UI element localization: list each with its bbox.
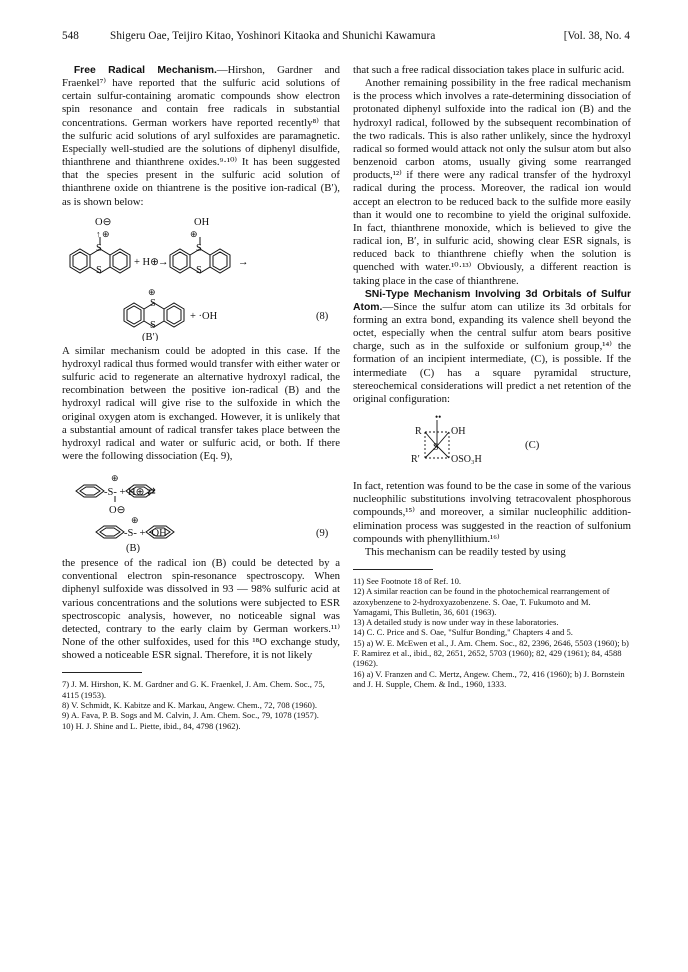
paragraph-retention: In fact, retention was found to be the case in some of the various nucleophilic substitutions involving tetracovalent phosphorous compounds,¹⁵⁾ and moreover, a similar nucleophilic addition-elimination process was suggested in the reaction of sulfonium compounds with phenyllithium.¹⁶⁾ — [353, 480, 631, 545]
footnote-divider — [353, 569, 433, 570]
plus-h-label: + H⊕ — [134, 256, 159, 268]
s-atom-label: S — [150, 319, 156, 331]
s-atom-label: S — [196, 264, 202, 276]
footnote-15: 15) a) W. E. McEwen et al., J. Am. Chem. Soc., 82, 2396, 2646, 5503 (1960); b) F. Ramirez et al., ibid., 82, 2651, 2652, 5703 (1960); 82, 429 (1961); 84, 4588 (1962). — [353, 637, 629, 669]
equation-number-8: (8) — [316, 310, 329, 322]
thianthrene-oxide-structure — [62, 215, 340, 341]
footnote-11: 11) See Footnote 18 of Ref. 10. — [353, 576, 462, 586]
paragraph-similar-mechanism: A similar mechanism could be adopted in this case. If the hydroxyl radical thus formed would transfer with either water or sulfuric acid to regenerate an alternative hydroxyl radical, the recombination between the positive ion-radical (B) and the hydroxyl radical will give rise to the sulfoxide in which the original oxygen atom is exchanged. However, it is unlikely that a substantial amount of radical transfer takes place between the hydroxyl radical and water or sulfuric acid, or both. If there were the following dissociation (Eq. 9), — [62, 344, 340, 462]
r-prime-label: R′ — [411, 454, 420, 466]
equation-number-9: (9) — [316, 528, 329, 540]
intermediate-c-scheme — [353, 412, 631, 476]
r-group-label: R — [415, 426, 422, 438]
compound-label-b-prime: (B′) — [142, 331, 159, 341]
s-atom-label: S — [433, 442, 439, 454]
intermediate-label-c: (C) — [525, 439, 540, 452]
journal-volume: [Vol. 38, No. 4 — [563, 30, 630, 42]
paragraph-text: —Hirshon, Gardner and Fraenkel⁷⁾ have reported that the sulfuric acid solutions of certain sulfur-containing aromatic compounds show electron spin resonance and contain free radicals in substantial concentrations. German workers have reported recently⁸⁾ that the sulfuric acid solutions of aryl sulfoxides are paramagnetic. Especially well-studied are the solutions of diphenyl disulfide, thianthrene and thianthrene oxides.⁹·¹⁰⁾ It has been suggested that the species present in the sulfuric acid solution of thianthrene oxide on thiantrene is the positive ion-radical (B′), as is shown below: — [62, 64, 340, 208]
reaction-arrow: → — [158, 256, 169, 268]
sulfoxide-dissociation-structure — [62, 469, 340, 553]
footnote-7: 7) J. M. Hirshon, K. M. Gardner and G. K. Fraenkel, J. Am. Chem. Soc., 75, 4115 (1953). — [62, 679, 325, 700]
o-minus-label: O⊖ — [95, 216, 112, 228]
footnote-16: 16) a) V. Franzen and C. Mertz, Angew. Chem., 72, 416 (1960); b) J. Bornstein and J. H. Supple, Chem. & Ind., 1960, 1333. — [353, 668, 625, 689]
svg-text:⊕: ⊕ — [102, 228, 110, 239]
reaction-scheme-9 — [62, 469, 340, 553]
footnote-14: 14) C. C. Price and S. Oae, "Sulfur Bonding," Chapters 4 and 5. — [353, 627, 573, 638]
section-heading-free-radical: Free Radical Mechanism. — [73, 65, 217, 76]
oso3h-label: OSO₃H — [451, 454, 482, 466]
s-atom-label: S — [196, 242, 202, 254]
radical-ion-center: -S- + ·OH — [124, 528, 167, 540]
square-pyramidal-intermediate — [353, 412, 631, 476]
running-header — [62, 30, 630, 46]
paragraph-tested: This mechanism can be readily tested by using — [364, 545, 566, 558]
paragraph-free-radical — [62, 64, 340, 209]
svg-text:••: •• — [435, 412, 442, 423]
svg-text:↑: ↑ — [96, 228, 101, 239]
footnote-divider — [62, 672, 142, 673]
paragraph-text: —Since the sulfur atom can utilize its 3d orbitals for forming an extra bond, expanding its valence shell beyond the octet, especially when the central sulfur atom bears positive charge, such as in the sulfoxide or sulfonium group,¹⁴⁾ the formation of an incipient intermediate, (C), is possible. If the intermediate (C) has a square pyramidal structure, stereochemical considerations will predict a net retention of the original configuration: — [353, 300, 631, 405]
reaction-scheme-8 — [62, 215, 340, 341]
o-minus-label: O⊖ — [109, 505, 126, 517]
section-heading-sni: SNi-Type Mechanism Involving 3d Orbitals of Sulfur Atom. — [353, 288, 631, 313]
paragraph-esr-detection: the presence of the radical ion (B) could be detected by a conventional electron spin-resonance spectroscopy. When diphenyl sulfoxide was dissolved in 93 — 98% sulfuric acid at various concentrations and the solutions were subjected to ESR spectroscopic analysis, however, no noticeable signal was detected, contrary to the early claim by German workers.¹¹⁾ None of the other sulfoxides, used for this ¹⁸O exchange study, showed a noticeable ESR signal. Therefore, it is not likely — [62, 557, 340, 662]
footnote-9: 9) A. Fava, P. B. Sogs and M. Calvin, J. Am. Chem. Soc., 79, 1078 (1957). — [62, 710, 319, 721]
paragraph-continued: that such a free radical dissociation takes place in sulfuric acid. — [353, 64, 625, 76]
right-column — [353, 64, 631, 689]
svg-text:⊕: ⊕ — [190, 228, 198, 239]
running-authors: Shigeru Oae, Teijiro Kitao, Yoshinori Kitaoka and Shunichi Kawamura — [110, 30, 436, 42]
s-plus-mark: ⊕ — [131, 515, 139, 526]
s-atom-label: S — [150, 297, 156, 309]
oh-label: OH — [451, 426, 466, 438]
paragraph-sni-mechanism — [353, 288, 631, 406]
footnote-8: 8) V. Schmidt, K. Kabitze and K. Markau, Angew. Chem., 72, 708 (1960). — [62, 699, 317, 710]
s-atom-label: S — [96, 242, 102, 254]
radical-cation-mark: ⊕ — [148, 286, 156, 297]
footnote-13: 13) A detailed study is now under way in these laboratories. — [353, 617, 559, 628]
oh-label: OH — [194, 216, 210, 228]
s-atom-label: S — [96, 264, 102, 276]
sulfonium-center: -S- + H⊕ ⇄ — [104, 487, 156, 499]
paragraph-another-possibility: Another remaining possibility in the free radical mechanism is the process which involves a rate-determining dissociation of protonated diphenyl sulfoxide into the radical ion (B) and the hydroxyl radical, followed by the subsequent recombination of the two radicals. This is also rather unlikely, since the hydroxyl radical so formed would attack not only the sulsur atom but also benzenoid carbon atoms, usually giving some rearranged products,¹²⁾ if there were any radical transfer of the hydroxyl radical during the process. Moreover, the radical ion would accept an electron to be reduced back to the sulfide more easily than it would one to recombine to yield the original sulfoxide. In fact, thianthrene monoxide, which is believed to give the radical ion, B′, in sulfuric acid, showing clear ESR signals, is reduced back to thianthrene chiefly when the solution is quenched with water.¹⁰·¹³⁾ Obviously, a different reaction is taking place in the case of thianthrene. — [353, 77, 631, 287]
s-plus-mark: ⊕ — [111, 473, 119, 484]
reaction-arrow: → — [238, 256, 249, 268]
footnote-12: 12) A similar reaction can be found in the photochemical rearrangement of azoxybenzene to 2-hydroxyazobenzene. S. Oae, T. Fukumoto and M. Yamagami, This Bulletin, 36, 601 (1963). — [353, 586, 610, 617]
page-number: 548 — [62, 30, 79, 42]
left-column — [62, 64, 340, 731]
compound-label-b: (B) — [126, 543, 140, 554]
footnote-10: 10) H. J. Shine and L. Piette, ibid., 84, 4798 (1962). — [62, 720, 241, 731]
plus-oh-label: + ·OH — [190, 310, 218, 322]
